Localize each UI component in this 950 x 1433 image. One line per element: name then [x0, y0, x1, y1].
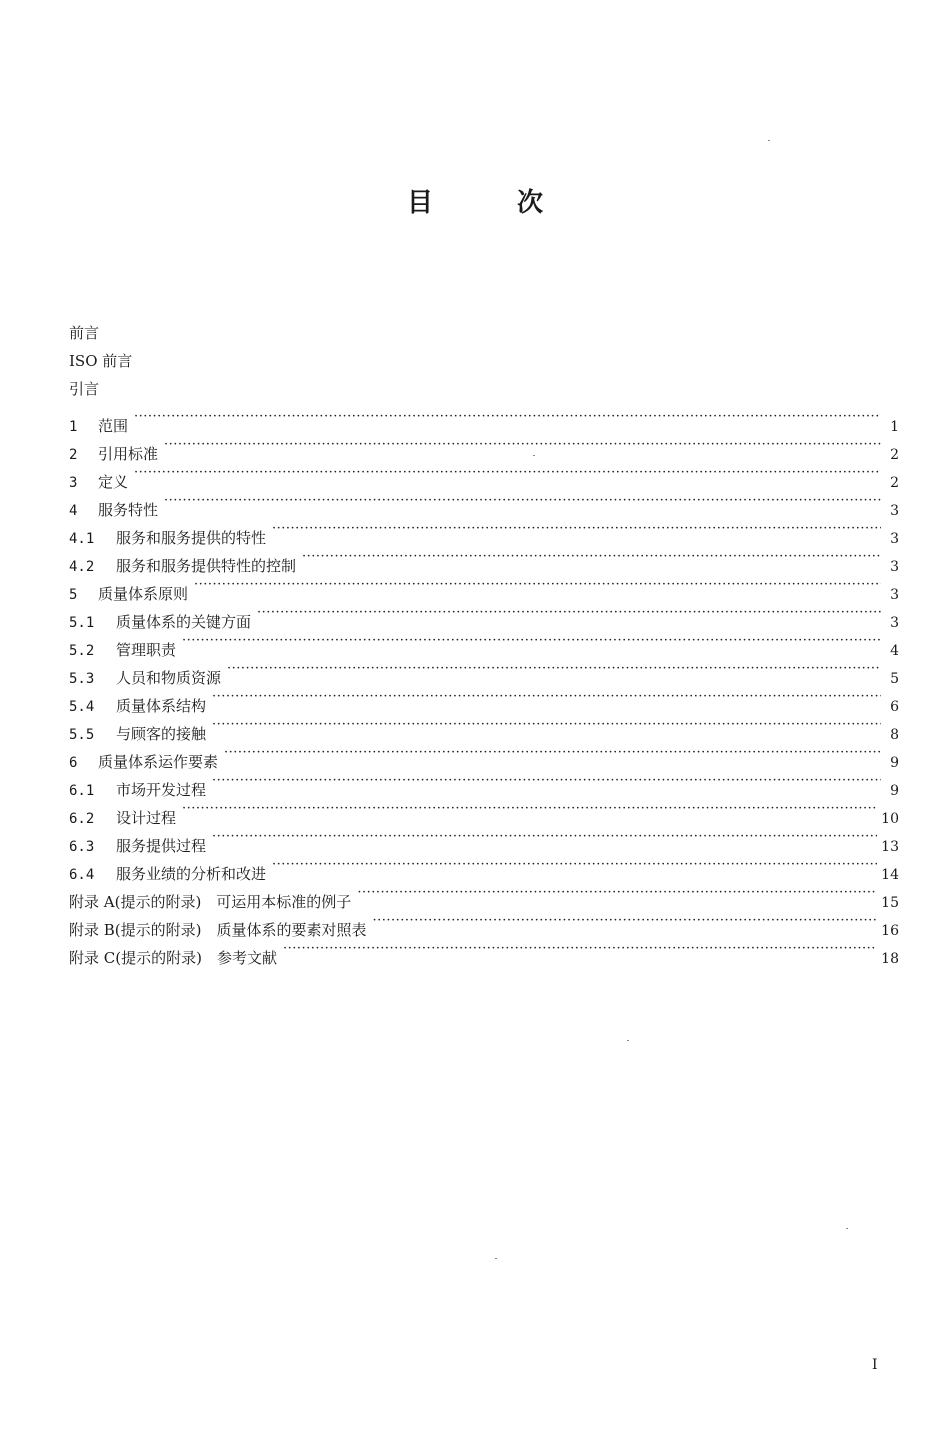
toc-entry-number: 6.2	[69, 811, 95, 827]
toc-entry[interactable]	[69, 459, 899, 491]
dot-leader	[182, 627, 881, 655]
toc-entry[interactable]	[69, 655, 899, 687]
toc-entry-number: 6.3	[69, 839, 95, 855]
toc-entry-title: 附录 C(提示的附录) 参考文献	[69, 949, 277, 967]
toc-entry-page: 2	[890, 447, 899, 463]
toc-entry[interactable]	[69, 515, 899, 547]
dot-leader	[182, 795, 877, 823]
toc-entry-title: 管理职责	[116, 641, 177, 659]
dot-leader	[212, 683, 881, 711]
toc-entry-number: 6	[69, 755, 78, 771]
dot-leader	[227, 655, 881, 683]
dot-leader	[357, 879, 877, 907]
toc-front-introduction[interactable]: 引言	[69, 380, 100, 398]
toc-entry-number: 1	[69, 419, 78, 435]
scan-speck	[533, 455, 535, 456]
toc-entry-title: 服务特性	[98, 501, 159, 519]
toc-entry-page: 13	[881, 839, 899, 855]
dot-leader	[134, 403, 881, 431]
page-folio: I	[872, 1357, 878, 1373]
dot-leader	[212, 823, 877, 851]
table-of-contents	[69, 319, 899, 967]
dot-leader	[373, 907, 878, 935]
toc-entry-title: 设计过程	[116, 809, 177, 827]
toc-entry-number: 6.4	[69, 867, 95, 883]
toc-entry-page: 3	[890, 559, 899, 575]
toc-entry-page: 16	[881, 923, 899, 939]
toc-entry-number: 4.1	[69, 531, 95, 547]
toc-entry-page: 18	[881, 951, 899, 967]
toc-entry-number: 5.4	[69, 699, 95, 715]
toc-entry-number: 3	[69, 475, 78, 491]
toc-entry-title: 质量体系原则	[98, 585, 189, 603]
toc-entry-page: 10	[881, 811, 899, 827]
dot-leader	[257, 599, 881, 627]
toc-entry-number: 6.1	[69, 783, 95, 799]
scan-speck	[495, 1258, 497, 1259]
title-char-1: 目	[406, 188, 433, 218]
toc-entry-title: 范围	[98, 417, 129, 435]
toc-entry-title: 服务提供过程	[116, 837, 207, 855]
toc-entry-number: 4.2	[69, 559, 95, 575]
toc-entry-title: 质量体系结构	[116, 697, 207, 715]
toc-entry-page: 1	[890, 419, 899, 435]
toc-entry-page: 3	[890, 531, 899, 547]
page-title	[0, 182, 950, 219]
toc-entry-number: 5.5	[69, 727, 95, 743]
dot-leader	[164, 431, 881, 459]
scan-speck	[846, 1228, 848, 1229]
toc-entry[interactable]	[69, 795, 899, 827]
dot-leader	[272, 515, 881, 543]
toc-entry[interactable]	[69, 403, 899, 435]
toc-entry-page: 3	[890, 615, 899, 631]
toc-entry[interactable]	[69, 627, 899, 659]
dot-leader	[194, 571, 881, 599]
toc-entry-number: 5.3	[69, 671, 95, 687]
toc-entry-page: 3	[890, 503, 899, 519]
scan-speck	[627, 1040, 629, 1041]
dot-leader	[272, 851, 877, 879]
toc-entry[interactable]	[69, 571, 899, 603]
toc-entry[interactable]	[69, 431, 899, 463]
toc-entry-title: 与顾客的接触	[116, 725, 207, 743]
toc-entry-title: 服务业绩的分析和改进	[116, 865, 267, 883]
toc-entry-page: 8	[890, 727, 899, 743]
toc-entry-title: 定义	[98, 473, 129, 491]
toc-entry-page: 3	[890, 587, 899, 603]
toc-entry-page: 9	[890, 755, 899, 771]
toc-entry-title: 质量体系运作要素	[98, 753, 219, 771]
toc-entry-title: 人员和物质资源	[116, 669, 222, 687]
toc-entry-title: 引用标准	[98, 445, 159, 463]
toc-entry-number: 2	[69, 447, 78, 463]
toc-entry-page: 5	[890, 671, 899, 687]
toc-entry-number: 5.2	[69, 643, 95, 659]
toc-entry[interactable]	[69, 823, 899, 855]
toc-entry-number: 5.1	[69, 615, 95, 631]
toc-entry-page: 14	[881, 867, 899, 883]
toc-entry[interactable]	[69, 487, 899, 519]
toc-entry-title: 服务和服务提供特性的控制	[116, 557, 297, 575]
dot-leader	[212, 767, 881, 795]
toc-entry-number: 4	[69, 503, 78, 519]
dot-leader	[164, 487, 881, 515]
toc-entry-page: 2	[890, 475, 899, 491]
dot-leader	[134, 459, 881, 487]
toc-entry-page: 9	[890, 783, 899, 799]
toc-entry-page: 15	[881, 895, 899, 911]
toc-entry-page: 6	[890, 699, 899, 715]
toc-entry-page: 4	[890, 643, 899, 659]
title-char-2: 次	[517, 188, 544, 218]
toc-entry[interactable]	[69, 599, 899, 631]
scan-speck	[768, 140, 770, 141]
dot-leader	[212, 711, 881, 739]
dot-leader	[302, 543, 881, 571]
toc-entry-title: 市场开发过程	[116, 781, 207, 799]
toc-entry-title: 附录 A(提示的附录) 可运用本标准的例子	[69, 893, 352, 911]
toc-entry-number: 5	[69, 587, 78, 603]
toc-entry-title: 质量体系的关键方面	[116, 613, 252, 631]
toc-front-foreword[interactable]: 前言	[69, 324, 100, 342]
toc-entry-title: 附录 B(提示的附录) 质量体系的要素对照表	[69, 921, 367, 939]
dot-leader	[224, 739, 881, 767]
toc-front-iso-foreword[interactable]: ISO 前言	[69, 352, 133, 370]
toc-entry-title: 服务和服务提供的特性	[116, 529, 267, 547]
dot-leader	[283, 935, 877, 963]
